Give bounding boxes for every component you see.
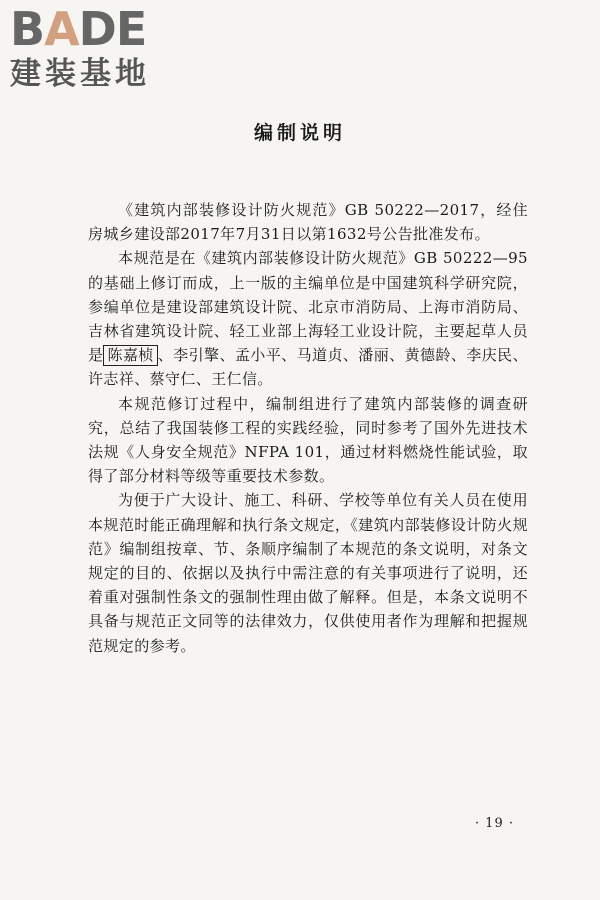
paragraph-2 [88, 246, 528, 391]
paragraph-2-before: 本规范是在《建筑内部装修设计防火规范》GB 50222—95的基础上修订而成，上一版的主编单位是中国建筑科学研究院，参编单位是建设部建筑设计院、北京市消防局、上海市消防局、吉林省建筑设计院、轻工业部上海轻工业设计院，主要起草人员是 [88, 249, 528, 365]
paragraph-3: 本规范修订过程中，编制组进行了建筑内部装修的调查研究，总结了我国装修工程的实践经验，同时参考了国外先进技术法规《人身安全规范》NFPA 101，通过材料燃烧性能试验，取得了部分材料等级等重要技术参数。 [88, 394, 528, 486]
logo-letter-b: B [10, 2, 45, 56]
boxed-name: 陈嘉桢 [103, 345, 157, 366]
logo-letters-de: DE [78, 2, 147, 56]
page-title: 编制说明 [253, 122, 346, 144]
logo-letter-a: A [44, 2, 79, 56]
paragraph-2-after: 、李引擎、孟小平、马道贞、潘丽、黄德龄、李庆民、许志祥、蔡守仁、王仁信。 [88, 346, 529, 389]
paragraph-1: 《建筑内部装修设计防火规范》GB 50222—2017，经住房城乡建设部2017年7月31日以第1632号公告批准发布。 [88, 201, 528, 244]
logo-wordmark [10, 4, 180, 54]
bade-logo [10, 4, 180, 92]
document-body [88, 198, 528, 658]
paragraph-4: 为便于广大设计、施工、科研、学校等单位有关人员在使用本规范时能正确理解和执行条文规定，《建筑内部装修设计防火规范》编制组按章、节、条顺序编制了本规范的条文说明，对条文规定的目的、依据以及执行中需注意的有关事项进行了说明，还着重对强制性条文的强制性理由做了解释。但是，本条文说明不具备与规范正文同等的法律效力，仅供使用者作为理解和把握规范规定的参考。 [88, 491, 528, 655]
page-number: · 19 · [474, 816, 514, 831]
logo-subtitle: 建装基地 [10, 56, 150, 92]
